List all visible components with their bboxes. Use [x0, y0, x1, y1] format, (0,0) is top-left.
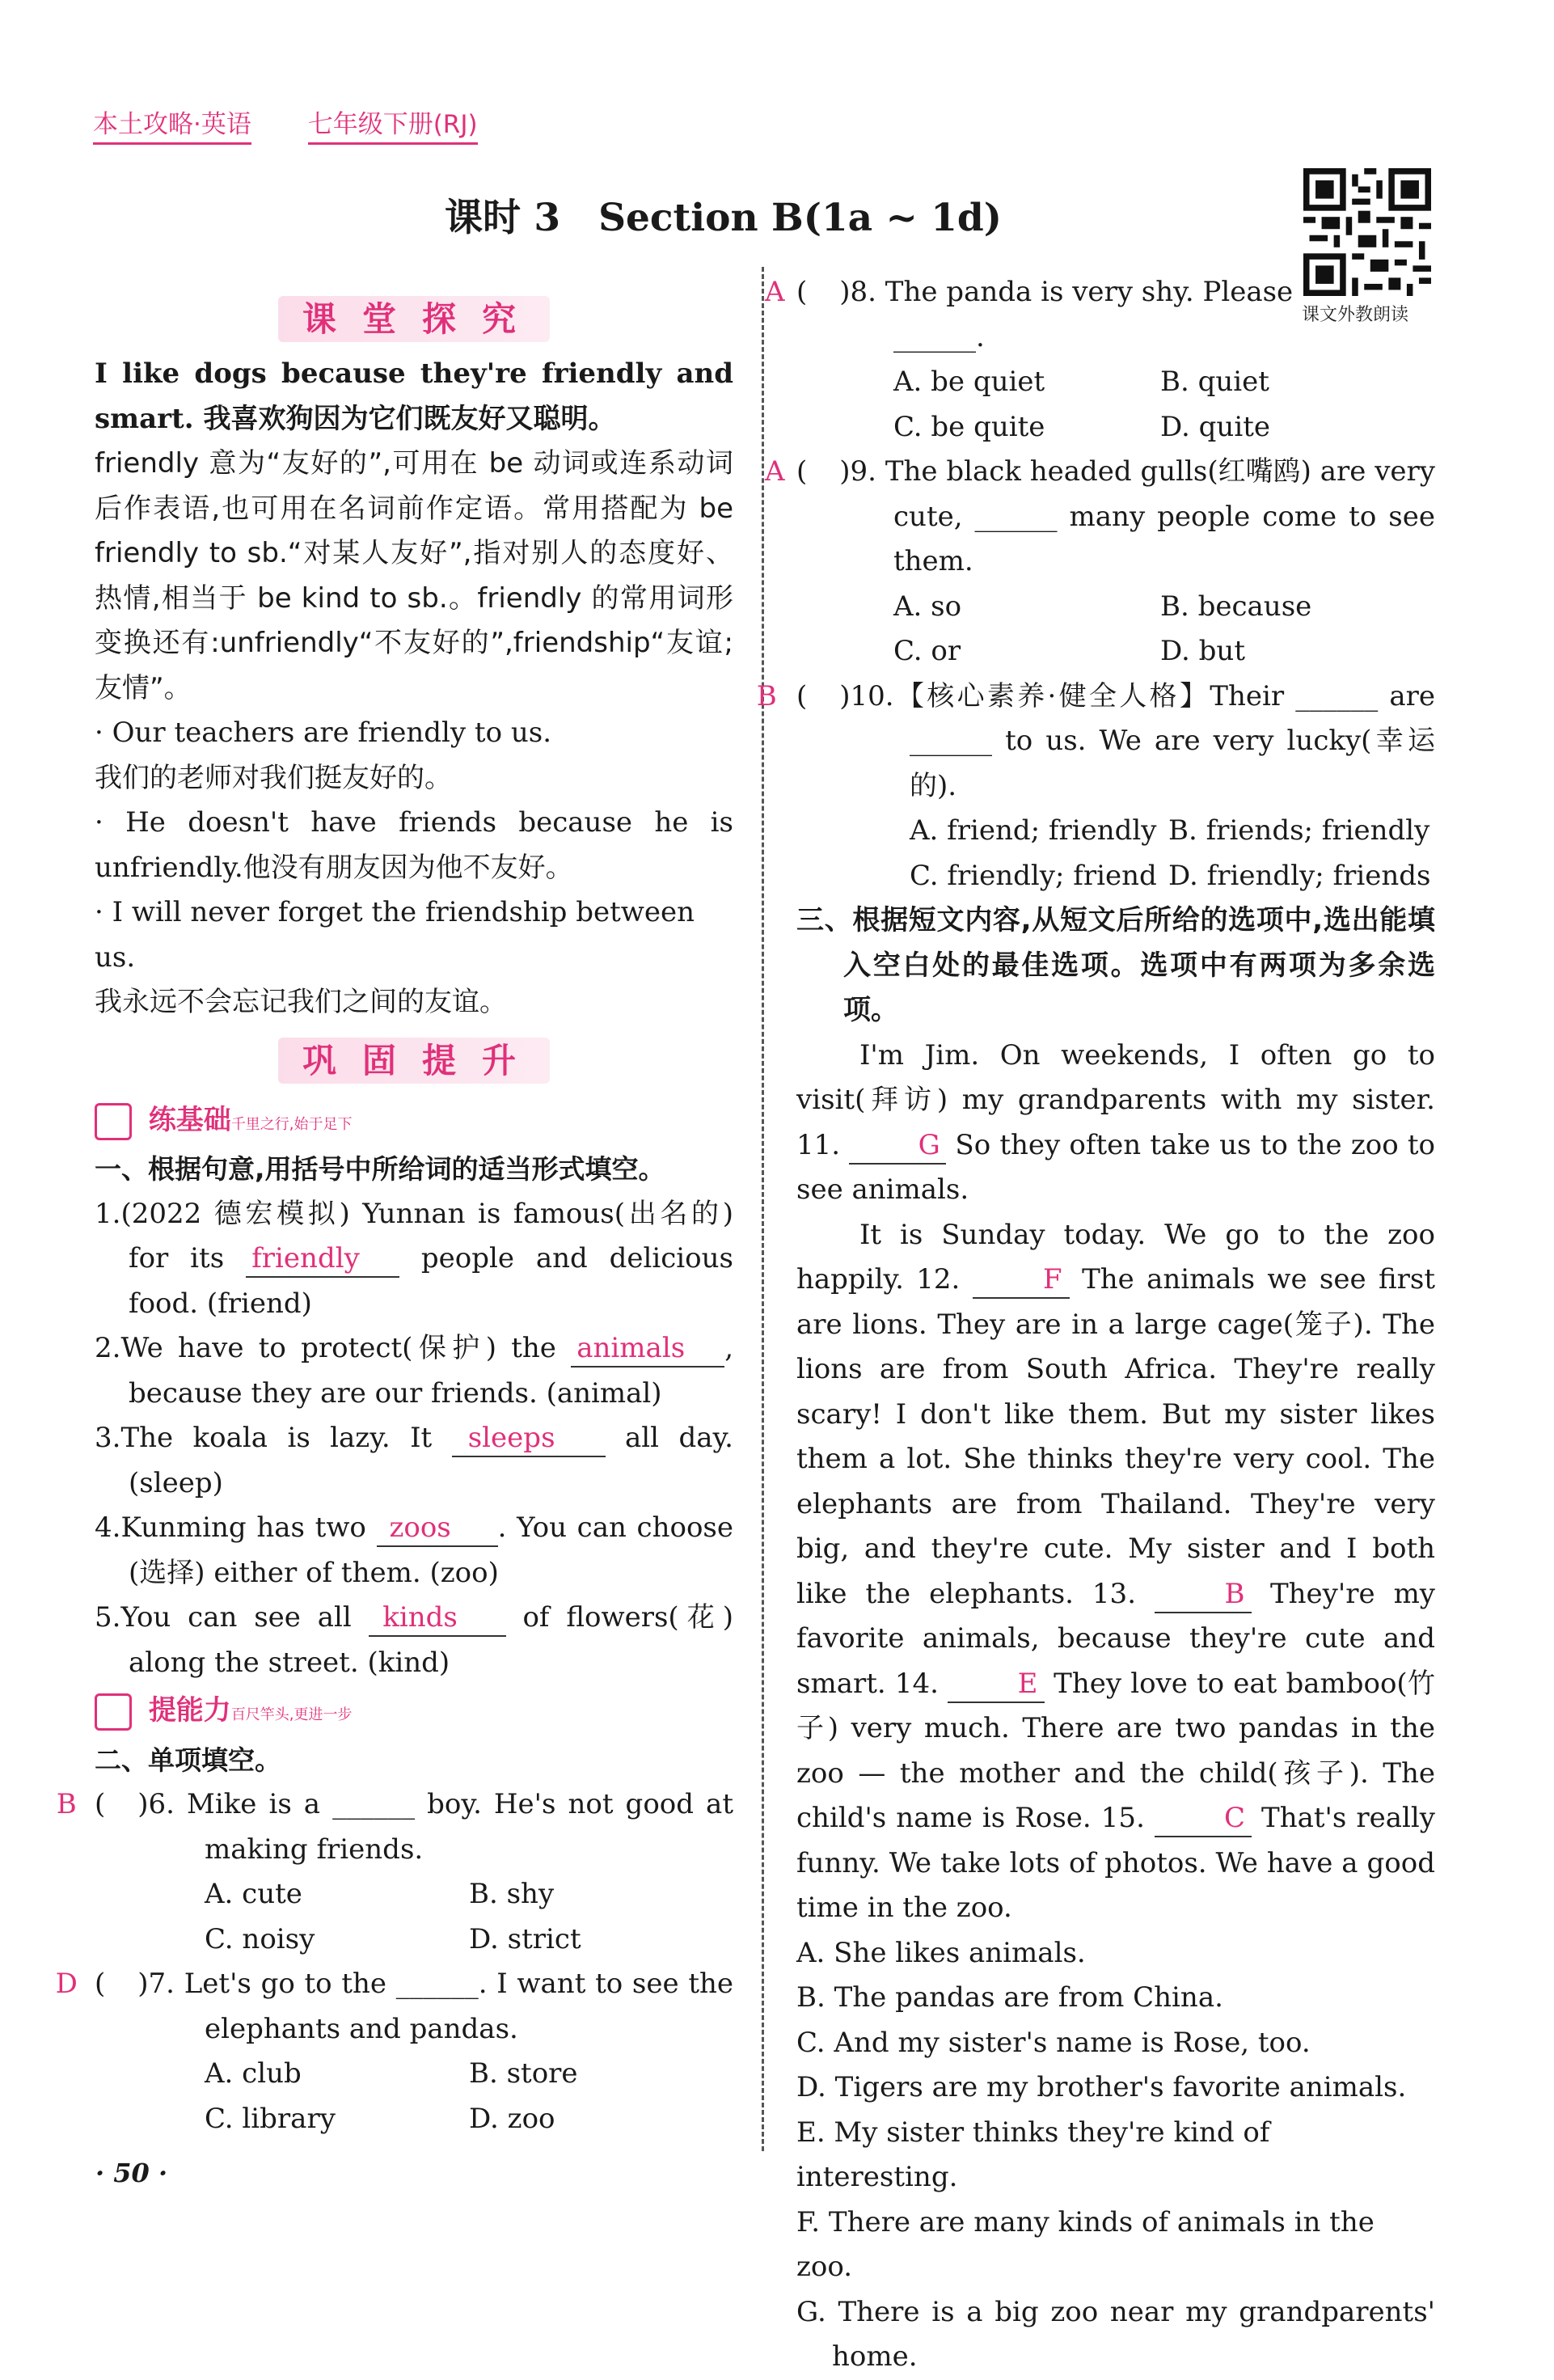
- section-banner-class-explore: 课堂探究: [95, 287, 733, 352]
- mc-answer[interactable]: B: [56, 1788, 77, 1820]
- section-banner-consolidate: 巩固提升: [95, 1029, 733, 1093]
- fill-in-list: [95, 1192, 733, 1686]
- mc-answer[interactable]: A: [764, 455, 785, 488]
- answer-blank[interactable]: sleeps: [452, 1420, 606, 1457]
- mc-item: (A )9. The black headed gulls(红嘴鸥) are very cute, ______ many people come to see them. A. so B. because C. or D. but: [796, 450, 1435, 674]
- answer-blank[interactable]: animals: [571, 1330, 724, 1368]
- page-title: 课时 3 Section B(1a ~ 1d): [445, 196, 1003, 240]
- running-header: [93, 104, 526, 140]
- fill-in-item: 2.We have to protect(保护) the animals , because they are our friends. (animal): [95, 1332, 734, 1410]
- column-divider: [762, 267, 764, 2151]
- mc-answer[interactable]: A: [764, 276, 785, 308]
- choice-item: C. And my sister's name is Rose, too.: [796, 2026, 1311, 2059]
- mc-item: (D )7. Let's go to the ______. I want to see the elephants and pandas. A. club B. store C. library D. zoo: [95, 1962, 733, 2141]
- example-item: · Our teachers are friendly to us. 我们的老师对我们挺友好的。: [95, 717, 552, 794]
- choice-item: G. There is a big zoo near my grandparents' home.: [796, 2295, 1435, 2373]
- passage-paragraph: I'm Jim. On weekends, I often go to visit(拜访) my grandparents with my sister. 11. G So they often take us to the zoo to see animals.: [796, 1038, 1435, 1206]
- mc-answer[interactable]: D: [55, 1968, 78, 2000]
- fill-in-item: 4.Kunming has two zoos . You can choose (选择) either of them. (zoo): [95, 1511, 733, 1589]
- key-sentence: I like dogs because they're friendly and smart. 我喜欢狗因为它们既友好又聪明。: [95, 357, 733, 435]
- example-item: · I will never forget the friendship between us. 我永远不会忘记我们之间的友谊。: [95, 896, 695, 1018]
- right-column: [756, 270, 1436, 2380]
- passage-paragraph: It is Sunday today. We go to the zoo happily. 12. F The animals we see first are lions. They are in a large cage(笼子). The lions are from South Africa. They're really scary! I don't like them. But my sister likes them a lot. She thinks they're very cool. The elephants are from Thailand. They're very big, and they're cute. My sister and I both like the elephants. 13. B They're my favorite animals, because they're cute and smart. 14. E They love to eat bamboo(竹子) very much. There are two pandas in the zoo — the mother and the child(孩子). The child's name is Rose. 15. C That's really funny. We take lots of photos. We have a good time in the zoo.: [796, 1218, 1436, 1924]
- answer-blank[interactable]: B: [1155, 1576, 1252, 1613]
- answer-blank[interactable]: E: [948, 1666, 1045, 1703]
- reading-passage: [796, 1034, 1435, 1931]
- mc-item: (B )6. Mike is a ______ boy. He's not good at making friends. A. cute B. shy C. noisy D. strict: [95, 1782, 733, 1962]
- part2-title: 二、单项填空。: [95, 1744, 281, 1776]
- answer-blank[interactable]: zoos: [377, 1510, 498, 1547]
- choice-item: F. There are many kinds of animals in the zoo.: [796, 2205, 1375, 2283]
- choice-list: [796, 1931, 1435, 2380]
- part1-title: 一、根据句意,用括号中所给词的适当形式填空。: [95, 1153, 665, 1185]
- answer-blank[interactable]: F: [973, 1262, 1070, 1299]
- tag-basics: 练基础千里之行,始于足下: [95, 1098, 733, 1148]
- tag-ability: 提能力百尺竿头,更进一步: [95, 1689, 733, 1738]
- pencil-note-icon: [95, 1103, 132, 1140]
- fill-in-item: 5.You can see all kinds of flowers(花) along the street. (kind): [95, 1601, 733, 1679]
- page-number: · 50 ·: [95, 2158, 168, 2188]
- fill-in-item: 1.(2022 德宏模拟) Yunnan is famous(出名的) for its friendly people and delicious food. (friend): [95, 1197, 733, 1320]
- choice-item: A. She likes animals.: [796, 1936, 1086, 1969]
- mc-item: (A )8. The panda is very shy. Please ______. A. be quiet B. quiet C. be quite D. quite: [796, 270, 1435, 450]
- answer-blank[interactable]: kinds: [369, 1600, 506, 1637]
- example-list: [95, 711, 733, 1025]
- qr-caption: 课文外教朗读: [1302, 305, 1409, 325]
- mc-item: (B )10.【核心素养·健全人格】Their ______ are ______ to us. We are very lucky(幸运的). A. friend; friendly B. friends; friendly C. friendly; friend D. friendly; friends: [796, 674, 1435, 899]
- choice-item: E. My sister thinks they're kind of interesting.: [796, 2116, 1270, 2193]
- part3-title: 三、根据短文内容,从短文后所给的选项中,选出能填入空白处的最佳选项。选项中有两项为多余选项。: [796, 904, 1435, 1026]
- choice-item: D. Tigers are my brother's favorite animals.: [796, 2071, 1407, 2103]
- mc-answer[interactable]: B: [756, 679, 777, 712]
- explanation-text: friendly 意为“友好的”,可用在 be 动词或连系动词后作表语,也可用在名词前作定语。常用搭配为 be friendly to sb.“对某人友好”,指对别人的态度好、热情,相当于 be kind to sb.。friendly 的常用词形变换还有:unfriendly“不友好的”,friendship“友谊;友情”。: [95, 447, 733, 704]
- answer-blank[interactable]: C: [1155, 1800, 1252, 1837]
- grade-label: 七年级下册(RJ): [308, 110, 478, 145]
- left-column: [55, 299, 734, 2141]
- example-item: · He doesn't have friends because he is unfriendly.他没有朋友因为他不友好。: [95, 806, 733, 884]
- answer-blank[interactable]: G: [849, 1127, 946, 1165]
- fill-in-item: 3.The koala is lazy. It sleeps all day. (sleep): [95, 1422, 733, 1499]
- notebook-icon: [95, 1693, 132, 1731]
- choice-item: B. The pandas are from China.: [796, 1981, 1223, 2014]
- answer-blank[interactable]: friendly: [246, 1241, 399, 1278]
- series-label: 本土攻略·英语: [93, 110, 251, 145]
